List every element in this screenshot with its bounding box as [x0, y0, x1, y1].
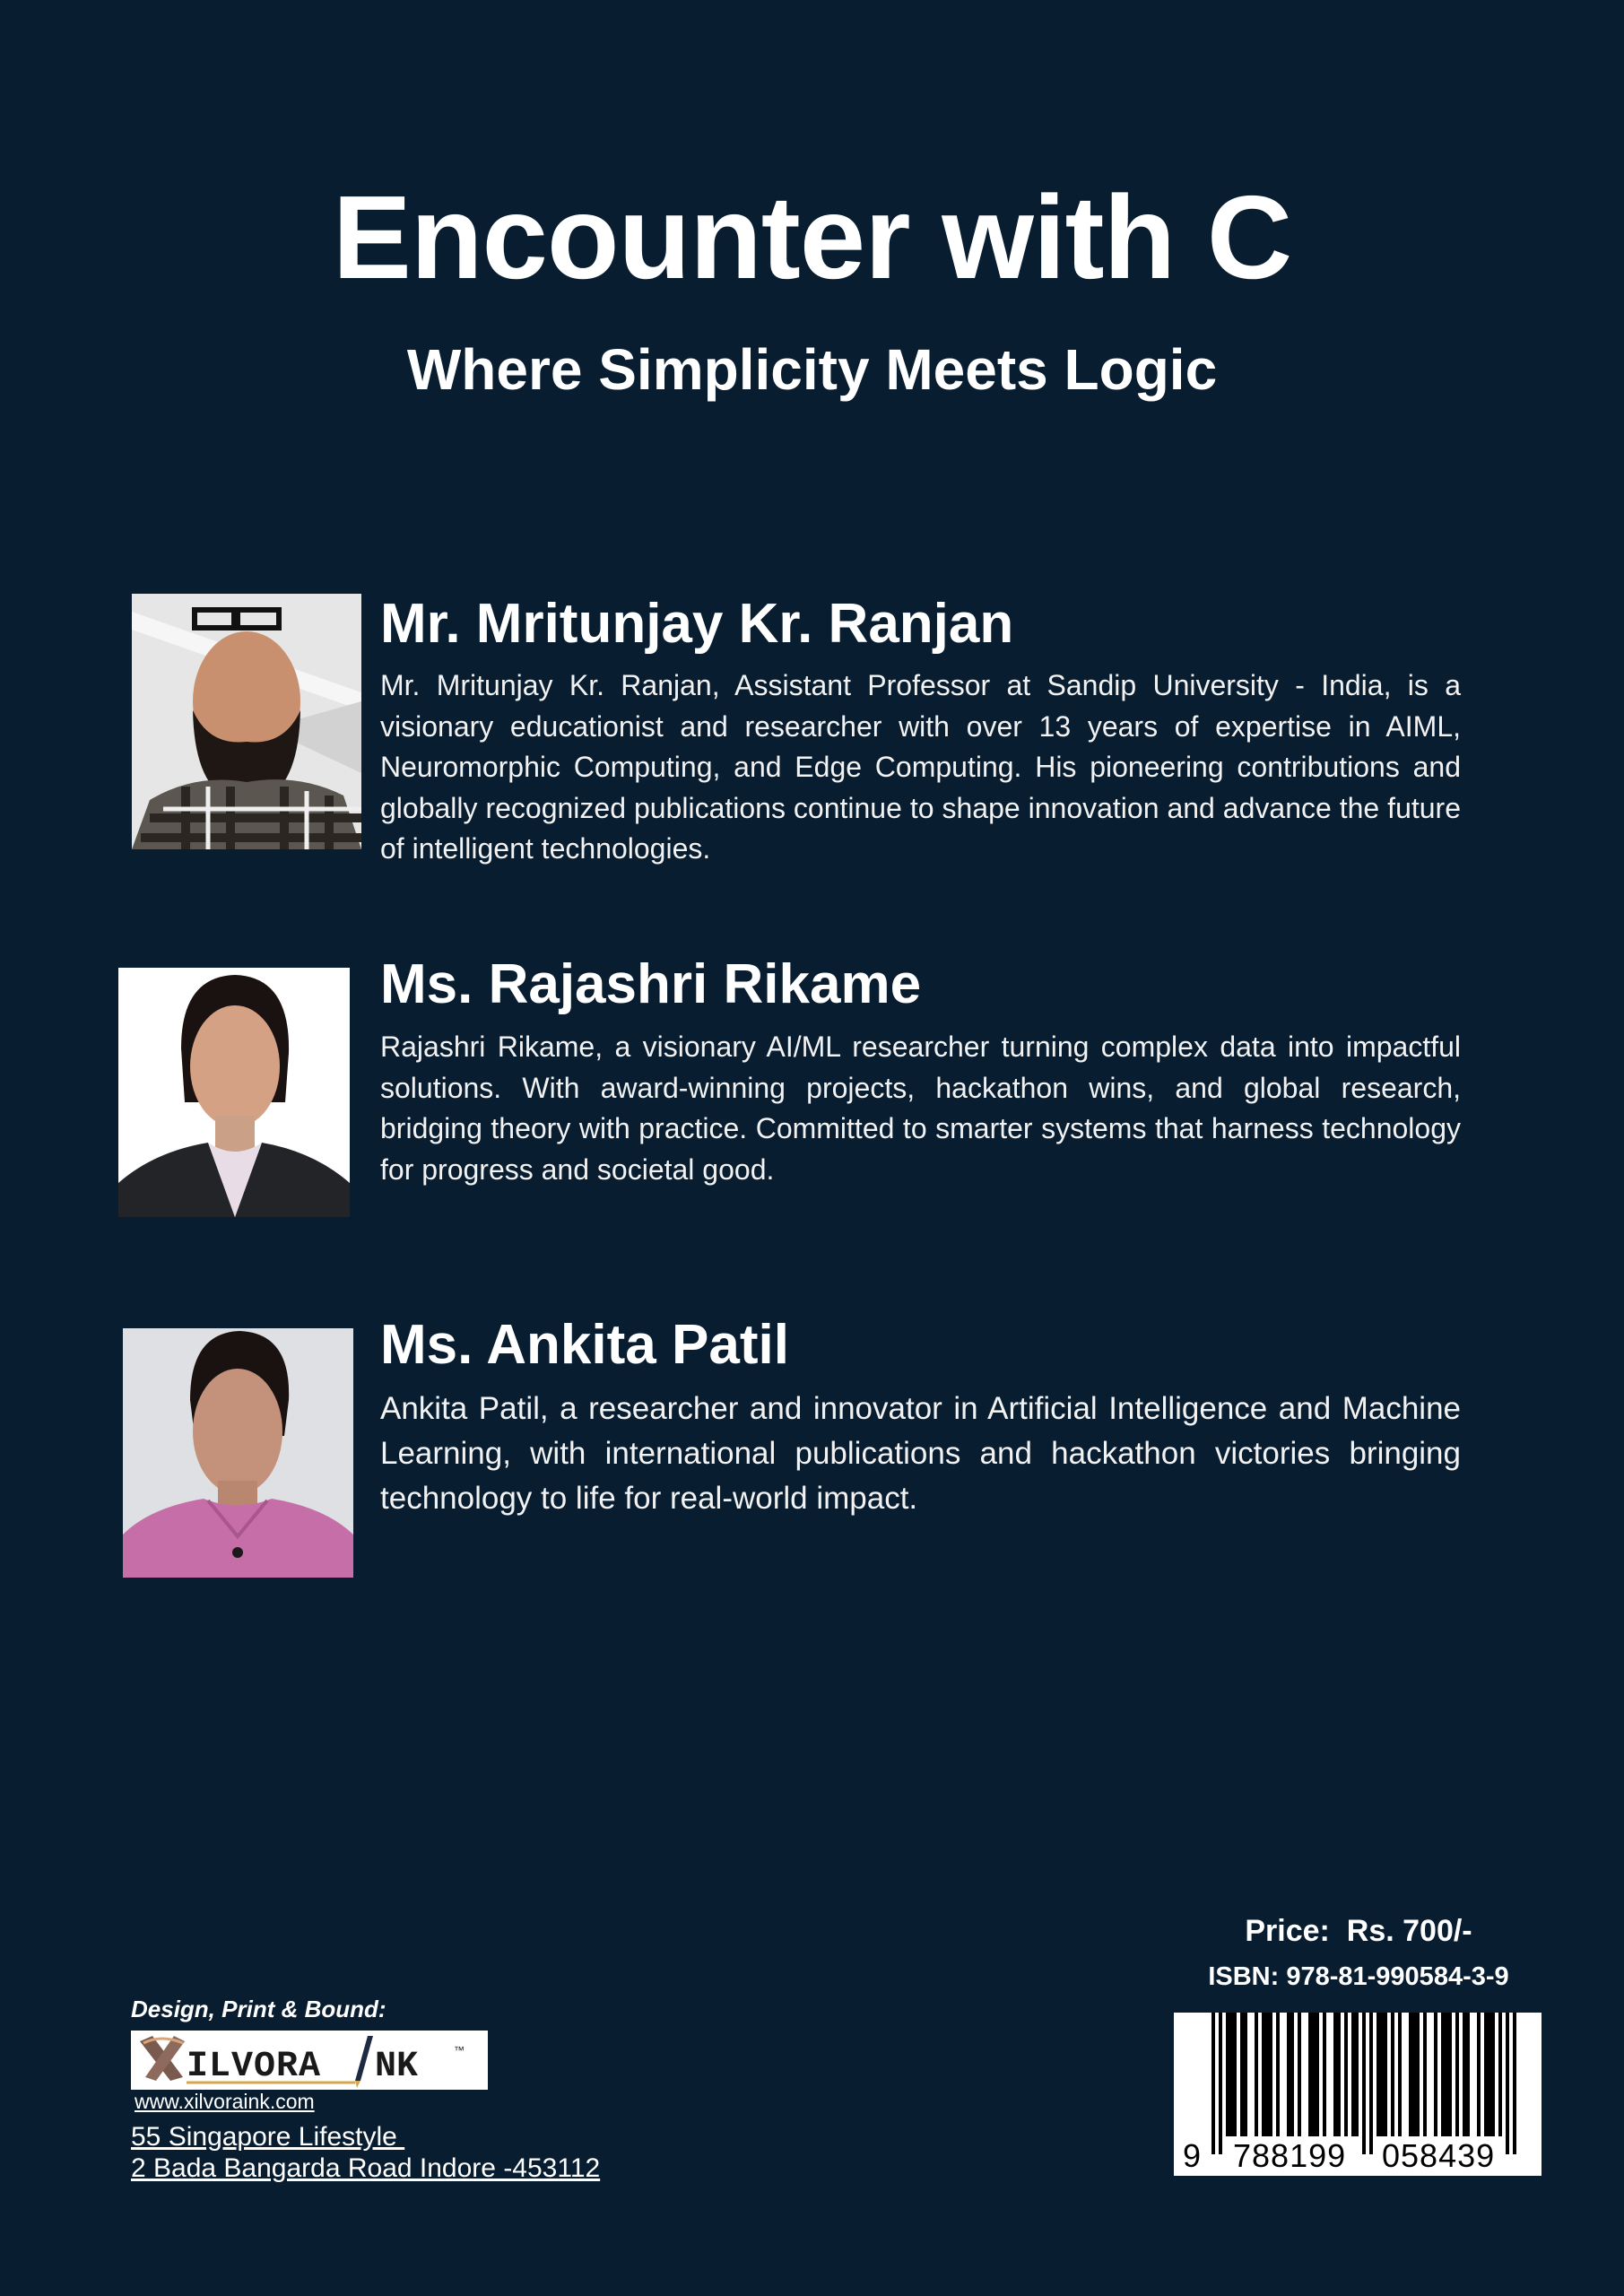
- book-title: Encounter with C: [332, 171, 1292, 303]
- svg-text:™: ™: [454, 2044, 465, 2057]
- man-portrait-icon: [132, 594, 361, 849]
- author-bio-2: Rajashri Rikame, a visionary AI/ML researcher turning complex data into impactful solutions. With award-winning projects, hackathon wins, and global research, bridging theory with practice. Committed to smarter systems that harness technology for progress and societal good.: [380, 1031, 1461, 1186]
- author-photo-1: [132, 594, 361, 849]
- woman-portrait-icon: [118, 968, 350, 1217]
- isbn-barcode: [1174, 2013, 1541, 2176]
- publisher-address-line-1[interactable]: 55 Singapore Lifestyle: [131, 2122, 405, 2152]
- publisher-website-link[interactable]: www.xilvoraink.com: [135, 2090, 315, 2113]
- publisher-logo: [131, 2031, 488, 2090]
- author-name-3: Ms. Ankita Patil: [380, 1314, 789, 1376]
- author-name-1: Mr. Mritunjay Kr. Ranjan: [380, 593, 1014, 655]
- author-photo-3: [123, 1328, 353, 1578]
- xilvora-ink-logo-icon: [131, 2031, 488, 2090]
- price-label: Price: Rs. 700/-: [1245, 1914, 1472, 1948]
- svg-text:788199: 788199: [1233, 2137, 1347, 2174]
- author-photo-2: [118, 968, 350, 1217]
- author-bio-1: Mr. Mritunjay Kr. Ranjan, Assistant Professor at Sandip University - India, is a visionary educationist and researcher with over 13 years of expertise in AIML, Neuromorphic Computing, and Edge Computing. His pioneering contributions and globally recognized publications continue to shape innovation and advance the future of intelligent technologies.: [380, 669, 1461, 865]
- book-subtitle: Where Simplicity Meets Logic: [406, 337, 1218, 402]
- author-bio-3: Ankita Patil, a researcher and innovator in Artificial Intelligence and Machine Learning, with international publications and hackathon victories bringing technology to life for real-world impact.: [380, 1391, 1461, 1516]
- isbn-label: ISBN: 978-81-990584-3-9: [1208, 1962, 1509, 1991]
- svg-text:058439: 058439: [1382, 2137, 1496, 2174]
- svg-text:9: 9: [1183, 2137, 1202, 2174]
- svg-text:ILVORA: ILVORA: [187, 2047, 322, 2087]
- woman-portrait-icon: [123, 1328, 353, 1578]
- svg-text:NK: NK: [375, 2047, 419, 2087]
- barcode-icon: [1174, 2013, 1541, 2176]
- author-name-2: Ms. Rajashri Rikame: [380, 953, 922, 1015]
- publisher-label: Design, Print & Bound:: [131, 1996, 386, 2022]
- publisher-address-line-2[interactable]: 2 Bada Bangarda Road Indore -453112: [131, 2153, 601, 2183]
